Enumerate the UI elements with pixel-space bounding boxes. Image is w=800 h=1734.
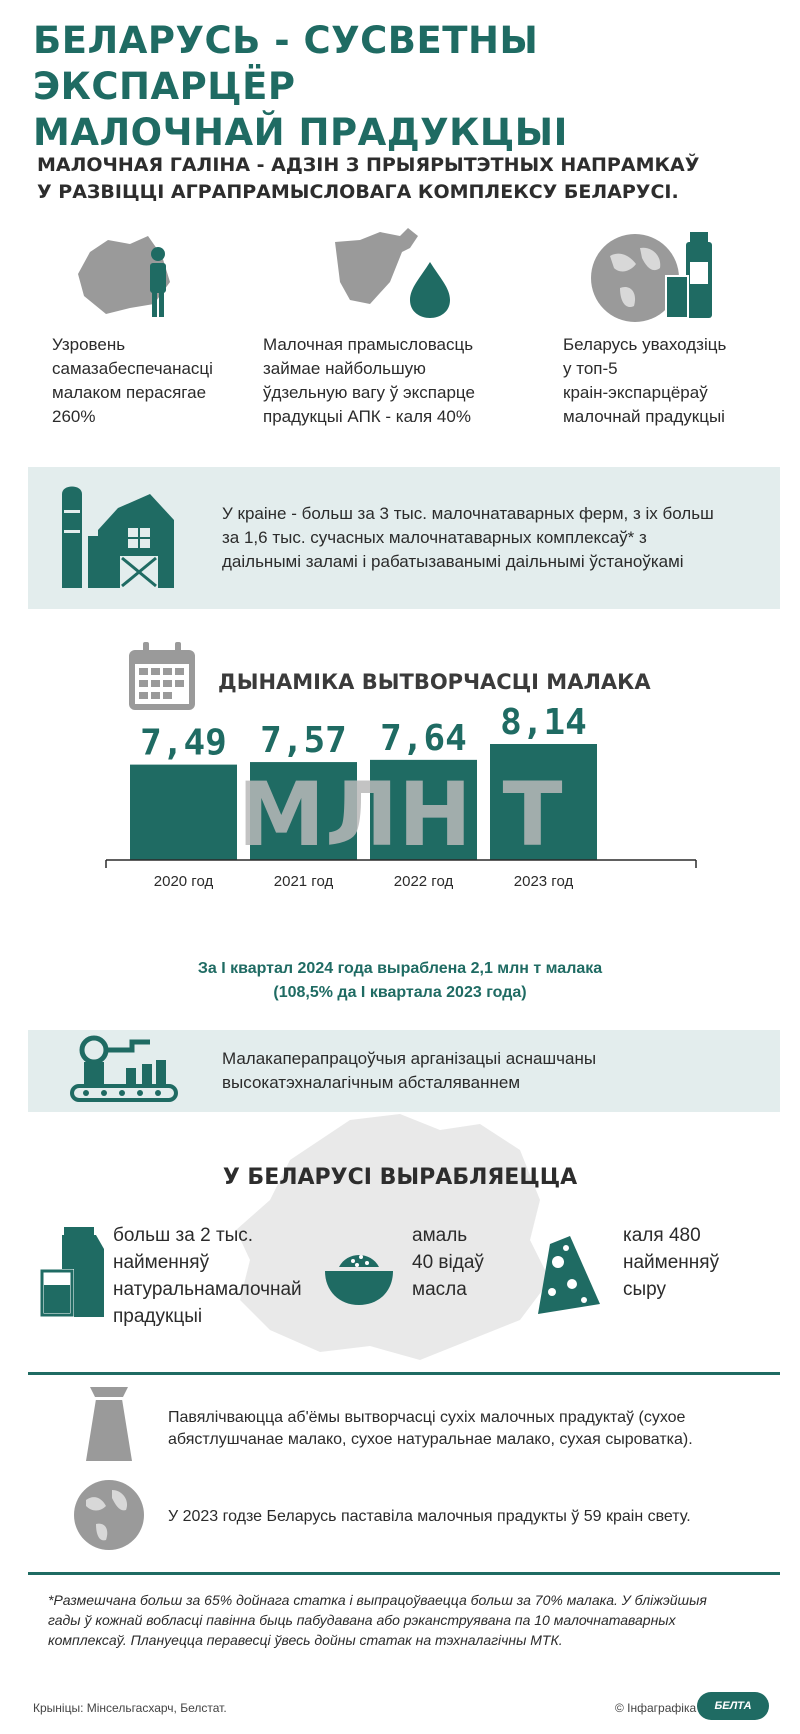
globe-milk-icon: [590, 228, 740, 328]
farms-text: [222, 502, 772, 574]
bar-value-label: 7,64: [380, 717, 467, 759]
dry-products-line: абястлушчанае малако, сухое натуральнае малако, сухая сыроватка).: [168, 1431, 693, 1448]
section-divider: [28, 1372, 780, 1375]
factory-conveyor-icon: [70, 1034, 180, 1112]
quarter-note: [0, 957, 800, 1005]
milk-production-chart: [100, 700, 700, 920]
bar-value-label: 7,49: [140, 722, 227, 764]
cow-milk-drop-icon: [330, 222, 450, 322]
bar-category-label: 2023 год: [513, 873, 574, 890]
title-line-1: БЕЛАРУСЬ - СУСВЕТНЫ ЭКСПАРЦЁР: [33, 19, 539, 108]
fact-line: ўдзельную вагу ў экспарце: [263, 383, 475, 402]
dry-products-text: [168, 1407, 788, 1451]
processing-line: Малакаперапрацоўчыя арганізацыі аснашчаны: [222, 1049, 597, 1068]
quarter-note-line: За І квартал 2024 года выраблена 2,1 млн т малака: [197, 960, 603, 977]
bar-value-label: 8,14: [500, 702, 587, 743]
produced-line: каля 480: [623, 1225, 701, 1246]
footnote-line: комплексаў. Плануецца перавесці ўвесь дойны статак на тэхналагічны МТК.: [48, 1632, 563, 1648]
powder-bag-icon: [82, 1383, 136, 1463]
produced-item-dairy: [113, 1222, 333, 1330]
produced-line: найменняў: [113, 1252, 210, 1273]
fact-top5-exporter: [563, 333, 793, 429]
fact-line: 260%: [52, 407, 96, 426]
fact-line: займае найбольшую: [263, 359, 426, 378]
sources-text: Крыніцы: Мінсельгасхарч, Белстат.: [33, 1701, 227, 1715]
fact-export-share: [263, 333, 523, 429]
quarter-note-line: (108,5% да І квартала 2023 года): [273, 984, 527, 1001]
fact-line: Узровень: [52, 335, 126, 354]
bar-category-label: 2021 год: [273, 873, 334, 890]
produced-line: масла: [412, 1279, 467, 1300]
bar-value-label: 7,57: [260, 720, 347, 762]
fact-self-sufficiency: [52, 333, 252, 429]
produced-line: найменняў: [623, 1252, 720, 1273]
produced-item-cheese: [623, 1222, 783, 1303]
fact-line: Малочная прамысловасць: [263, 335, 474, 354]
unit-overlay-label: МЛН Т: [237, 763, 563, 866]
section-divider: [28, 1572, 780, 1575]
farms-line: за 1,6 тыс. сучасных малочнатаварных комплексаў* з: [222, 528, 647, 547]
footnote: [48, 1590, 773, 1650]
produced-line: 40 відаў: [412, 1252, 484, 1273]
bar-category-label: 2022 год: [393, 873, 454, 890]
fact-line: малочнай прадукцыі: [563, 407, 725, 426]
subtitle-line-2: У РАЗВІЦЦІ АГРАПРАМЫСЛОВАГА КОМПЛЕКСУ БЕЛАРУСІ.: [37, 181, 679, 203]
map-person-icon: [70, 222, 180, 322]
export-countries-text: У 2023 годзе Беларусь паставіла малочныя прадукты ў 59 краін свету.: [168, 1508, 691, 1525]
processing-text: [222, 1047, 762, 1095]
page-title: [33, 18, 793, 156]
globe-icon: [72, 1478, 146, 1552]
cheese-icon: [530, 1234, 602, 1316]
fact-line: у топ-5: [563, 359, 618, 378]
fact-line: краін-экспарцёраў: [563, 383, 708, 402]
farms-line: даільнымі заламі і рабатызаванымі даільнымі ўстаноўкамі: [222, 552, 684, 571]
produced-line: натуральнамалочнай: [113, 1279, 302, 1300]
dynamics-title: ДЫНАМІКА ВЫТВОРЧАСЦІ МАЛАКА: [218, 670, 651, 694]
bar-category-label: 2020 год: [153, 873, 214, 890]
milk-carton-glass-icon: [38, 1227, 106, 1317]
credit-text: © Інфаграфіка: [615, 1701, 697, 1715]
produced-title: У БЕЛАРУСІ ВЫРАБЛЯЕЦЦА: [222, 1165, 578, 1190]
processing-line: высокатэхналагічным абсталяваннем: [222, 1073, 521, 1092]
footnote-line: *Размешчана больш за 65% дойнага статка і выпрацоўваецца больш за 70% малака. У бліжэйшыя: [48, 1592, 707, 1608]
page-subtitle: [37, 152, 767, 206]
bar-0: [130, 765, 237, 860]
belta-logo: БЕЛТА: [697, 1692, 769, 1720]
fact-line: самазабеспечанасці: [52, 359, 213, 378]
butter-bowl-icon: [323, 1245, 395, 1307]
produced-line: больш за 2 тыс.: [113, 1225, 254, 1246]
produced-line: амаль: [412, 1225, 468, 1246]
subtitle-line-1: МАЛОЧНАЯ ГАЛІНА - АДЗІН З ПРЫЯРЫТЭТНЫХ НАПРАМКАЎ: [37, 154, 700, 176]
fact-line: прадукцыі АПК - каля 40%: [263, 407, 471, 426]
produced-line: прадукцыі: [113, 1306, 203, 1327]
fact-line: малаком перасягае: [52, 383, 207, 402]
fact-line: Беларусь уваходзіць: [563, 335, 727, 354]
footnote-line: гады ў кожнай вобласці павінна быць пабудавана або рэканструявана па 10 малочнатаварных: [48, 1612, 676, 1628]
title-line-2: МАЛОЧНАЙ ПРАДУКЦЫІ: [33, 111, 568, 154]
dry-products-line: Павялічваюцца аб'ёмы вытворчасці сухіх малочных прадуктаў (сухое: [168, 1409, 686, 1426]
produced-line: сыру: [623, 1279, 667, 1300]
farms-line: У краіне - больш за 3 тыс. малочнатаварных ферм, з іх больш: [222, 504, 714, 523]
barn-silo-icon: [58, 480, 176, 592]
